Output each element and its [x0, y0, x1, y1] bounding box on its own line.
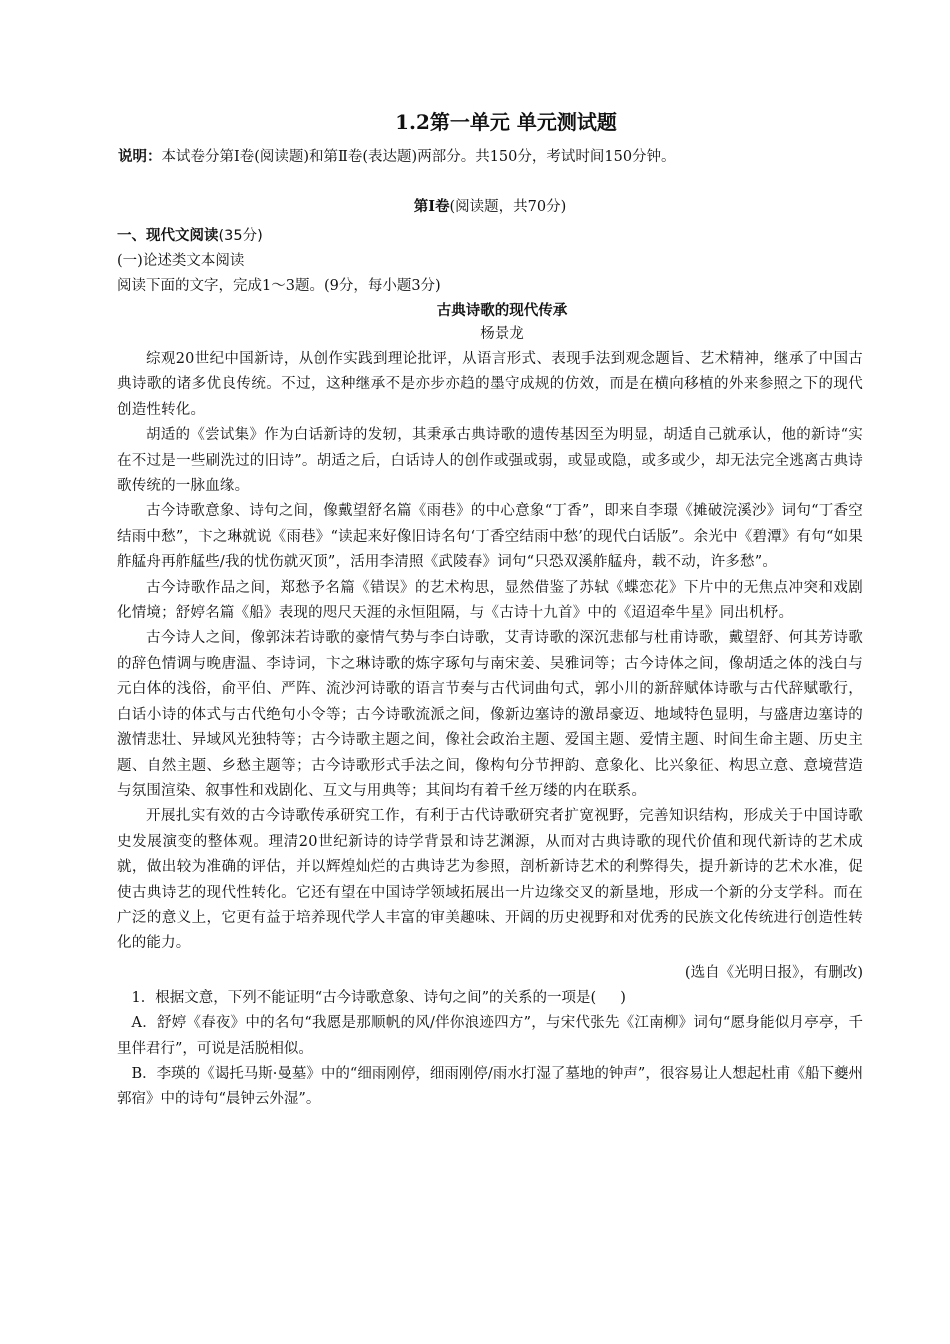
article-author: 杨景龙	[480, 326, 524, 342]
article-paragraph: 开展扎实有效的古今诗歌传承研究工作，有利于古代诗歌研究者扩宽视野，完善知识结构，形成关于中国诗歌史发展演变的整体观。理清20世纪新诗的诗学背景和诗艺渊源，从而对古典诗歌的现代价值和现代新诗的艺术成就，做出较为准确的评估，并以辉煌灿烂的古典诗艺为参照，剖析新诗艺术的利弊得失，提升新诗的艺术水准，促使古典诗艺的现代性转化。它还有望在中国诗学领域拓展出一片边缘交叉的新垦地，形成一个新的分支学科。而在广泛的意义上，它更有益于培养现代学人丰富的审美趣味、开阔的历史视野和对优秀的民族文化传统进行创造性转化的能力。	[117, 808, 863, 952]
article-paragraph: 胡适的《尝试集》作为白话新诗的发轫，其秉承古典诗歌的遗传基因至为明显，胡适自己就承认，他的新诗“实在不过是一些刷洗过的旧诗”。胡适之后，白话诗人的创作或强或弱，或显或隐，或多或少，却无法完全逃离古典诗歌传统的一脉血缘。	[117, 427, 863, 495]
section-one-score: (35分)	[218, 228, 263, 244]
article-title: 古典诗歌的现代传承	[436, 303, 568, 319]
question-stem	[117, 986, 863, 1011]
question-stem-end: )	[620, 989, 626, 1006]
reading-instruction: 阅读下面的文字，完成1～3题。(9分，每小题3分)	[117, 278, 441, 294]
document-body	[117, 108, 863, 1113]
question-option-b: B．李瑛的《谒托马斯·曼墓》中的“细雨刚停，细雨刚停/雨水打湿了墓地的钟声”，很容易让人想起杜甫《船下夔州郭宿》中的诗句“晨钟云外湿”。	[117, 1065, 863, 1108]
notice-text: 本试卷分第Ⅰ卷(阅读题)和第Ⅱ卷(表达题)两部分。共150分，考试时间150分钟。	[161, 149, 676, 165]
exam-notice	[117, 146, 863, 168]
question-option-a: A．舒婷《春夜》中的名句“我愿是那顺帆的风/伴你浪迹四方”，与宋代张先《江南柳》词句“愿身能似月亭亭，千里伴君行”，可说是活脱相似。	[117, 1015, 863, 1057]
document-title: 1.2第一单元 单元测试题	[395, 110, 617, 134]
part-one-label: 第Ⅰ卷	[413, 198, 450, 215]
subsection-heading: (一)论述类文本阅读	[117, 253, 245, 269]
part-one-heading	[117, 196, 863, 218]
notice-label: 说明：	[118, 148, 162, 165]
section-one-heading	[117, 224, 863, 249]
question-stem-text: 1．根据文意，下列不能证明“古今诗歌意象、诗句之间”的关系的一项是(	[131, 989, 597, 1006]
section-one-label: 一、现代文阅读	[117, 228, 219, 244]
article-source: (选自《光明日报》，有删改)	[684, 964, 863, 981]
article-paragraph: 古今诗人之间，像郭沫若诗歌的豪情气势与李白诗歌，艾青诗歌的深沉悲郁与杜甫诗歌，戴望舒、何其芳诗歌的辞色情调与晚唐温、李诗词，卞之琳诗歌的炼字琢句与南宋姜、吴雅词等；古今诗体之间，像胡适之体的浅白与元白体的浅俗，俞平伯、严阵、流沙河诗歌的语言节奏与古代词曲句式，郭小川的新辞赋体诗歌与古代辞赋歌行，白话小诗的体式与古代绝句小令等；古今诗歌流派之间，像新边塞诗的激昂豪迈、地域特色显明，与盛唐边塞诗的激情悲壮、异域风光独特等；古今诗歌主题之间，像社会政治主题、爱国主题、爱情主题、时间生命主题、历史主题、自然主题、乡愁主题等；古今诗歌形式手法之间，像构句分节押韵、意象化、比兴象征、构思立意、意境营造与氛围渲染、叙事性和戏剧化、互文与用典等；其间均有着千丝万缕的内在联系。	[117, 630, 863, 799]
article-paragraph: 古今诗歌意象、诗句之间，像戴望舒名篇《雨巷》的中心意象“丁香”，即来自李璟《摊破浣溪沙》词句“丁香空结雨中愁”，卞之琳就说《雨巷》“读起来好像旧诗名句‘丁香空结雨中愁’的现代白话版”。余光中《碧潭》有句“如果舴艋舟再舴艋些/我的忧伤就灭顶”，活用李清照《武陵春》词句“只恐双溪舴艋舟，载不动，许多愁”。	[117, 503, 863, 571]
article-paragraph: 综观20世纪中国新诗，从创作实践到理论批评，从语言形式、表现手法到观念题旨、艺术精神，继承了中国古典诗歌的诸多优良传统。不过，这种继承不是亦步亦趋的墨守成规的仿效，而是在横向移植的外来参照之下的现代创造性转化。	[117, 351, 863, 418]
part-one-detail: (阅读题，共70分)	[449, 199, 567, 215]
article-paragraph: 古今诗歌作品之间，郑愁予名篇《错误》的艺术构思，显然借鉴了苏轼《蝶恋花》下片中的无焦点冲突和戏剧化情境；舒婷名篇《船》表现的咫尺天涯的永恒阻隔，与《古诗十九首》中的《迢迢牵牛星》同出机杼。	[117, 579, 863, 622]
